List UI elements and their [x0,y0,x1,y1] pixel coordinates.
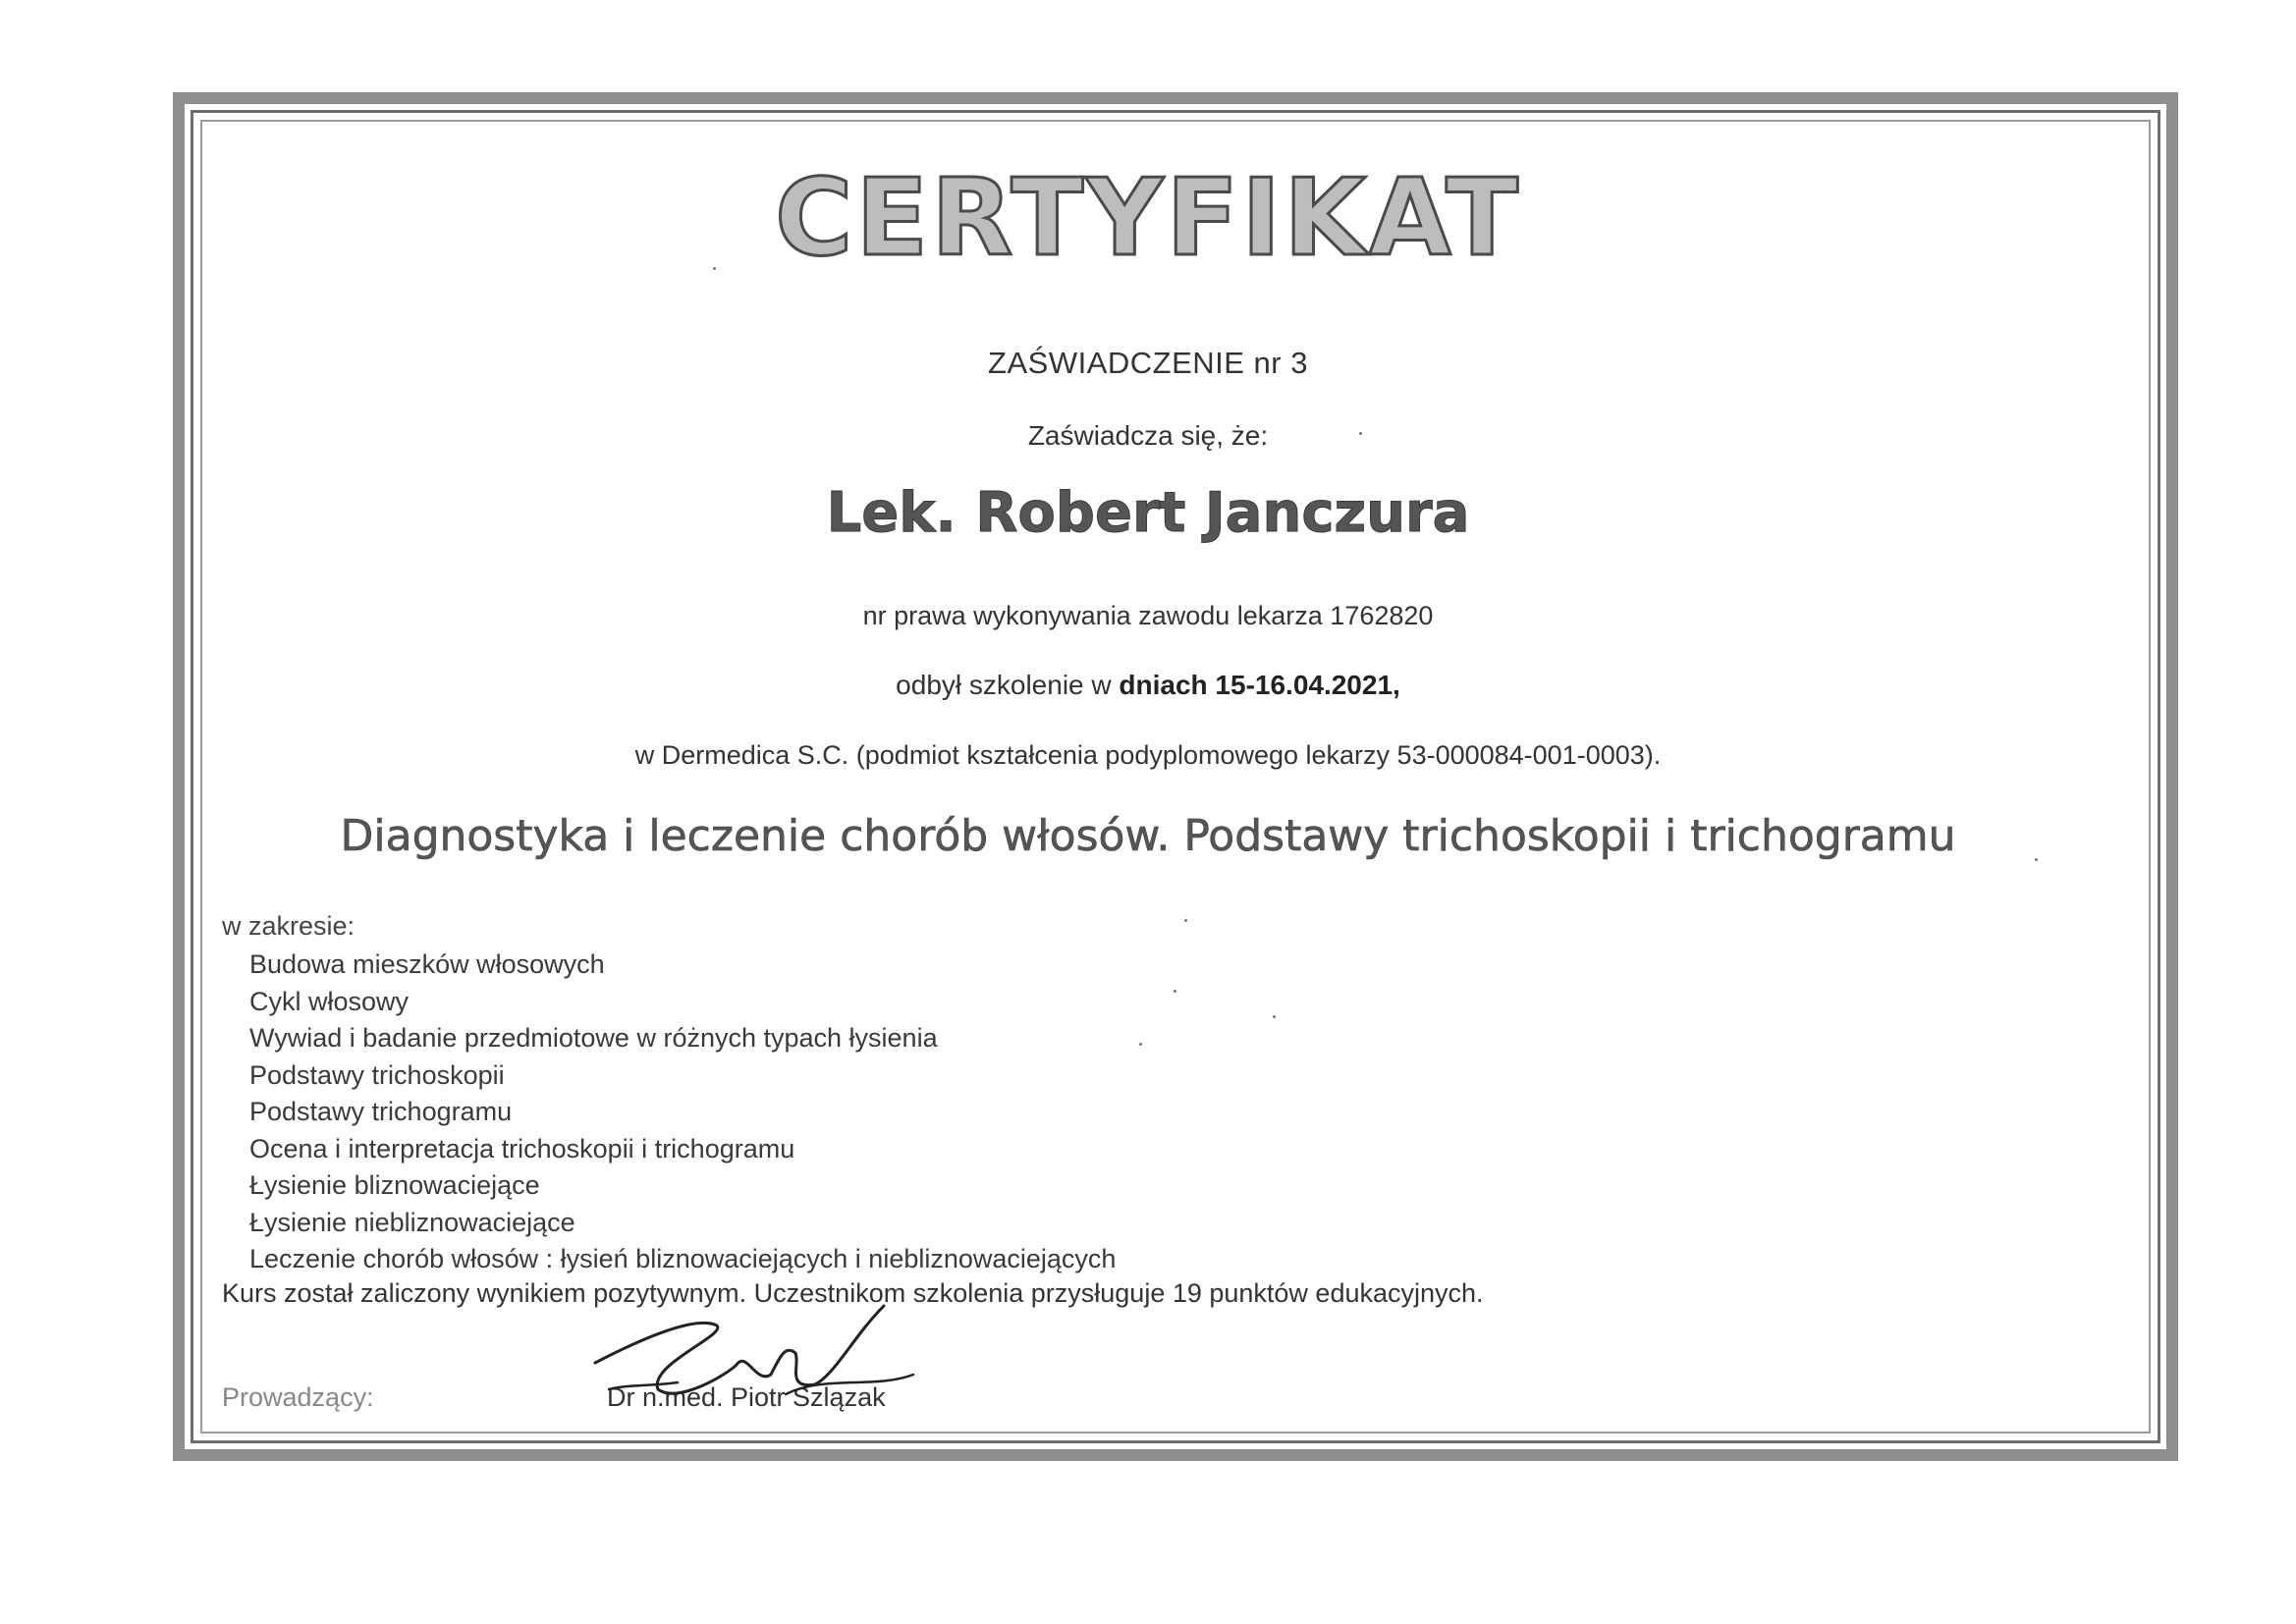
scope-item: Cykl włosowy [249,986,410,1016]
scan-speck [1184,919,1187,922]
scope-item: Budowa mieszków włosowych [249,949,605,979]
course-title: Diagnostyka i leczenie chorób włosów. Podstawy trichoskopii i trichogramu [340,811,1956,861]
scan-speck [2035,858,2038,861]
handwritten-signature [589,1296,923,1414]
leader-label: Prowadzący: [222,1382,374,1412]
scope-item: Ocena i interpretacja trichoskopii i trichogramu [249,1133,795,1164]
scope-item: Leczenie chorób włosów : łysień bliznowaciejących i niebliznowaciejących [249,1244,1117,1273]
scope-item: Wywiad i badanie przedmiotowe w różnych typach łysienia [249,1023,938,1053]
training-prefix: odbył szkolenie w [896,670,1120,700]
course-result: Kurs został zaliczony wynikiem pozytywnym. Uczestnikom szkolenia przysługuje 19 punktów edukacyjnych. [222,1278,1484,1308]
scope-item: Podstawy trichoskopii [249,1059,505,1090]
certificate-number: ZAŚWIADCZENIE nr 3 [988,346,1308,380]
scan-speck [713,267,716,270]
scan-speck [1174,990,1176,993]
scan-speck [1273,1015,1276,1018]
license-number: nr prawa wykonywania zawodu lekarza 1762820 [862,601,1434,630]
recipient-name: Lek. Robert Janczura [826,481,1470,545]
training-dates-line [0,670,2296,701]
scan-speck [1139,1043,1142,1046]
certification-intro: Zaświadcza się, że: [1027,420,1269,451]
scope-label: w zakresie: [222,911,355,941]
scan-speck [1359,432,1362,435]
leader-name: Dr n.med. Piotr Szlązak [607,1382,886,1412]
scope-list [249,947,1116,1278]
scope-item: Podstawy trichogramu [249,1097,513,1126]
scope-item: Łysienie niebliznowaciejące [249,1207,575,1237]
certificate-title: CERTYFIKAT [775,157,1521,280]
scope-item: Łysienie bliznowaciejące [249,1170,540,1200]
training-dates: dniach 15-16.04.2021, [1119,670,1400,700]
training-provider: w Dermedica S.C. (podmiot kształcenia podyplomowego lekarzy 53-000084-001-0003). [634,740,1662,770]
